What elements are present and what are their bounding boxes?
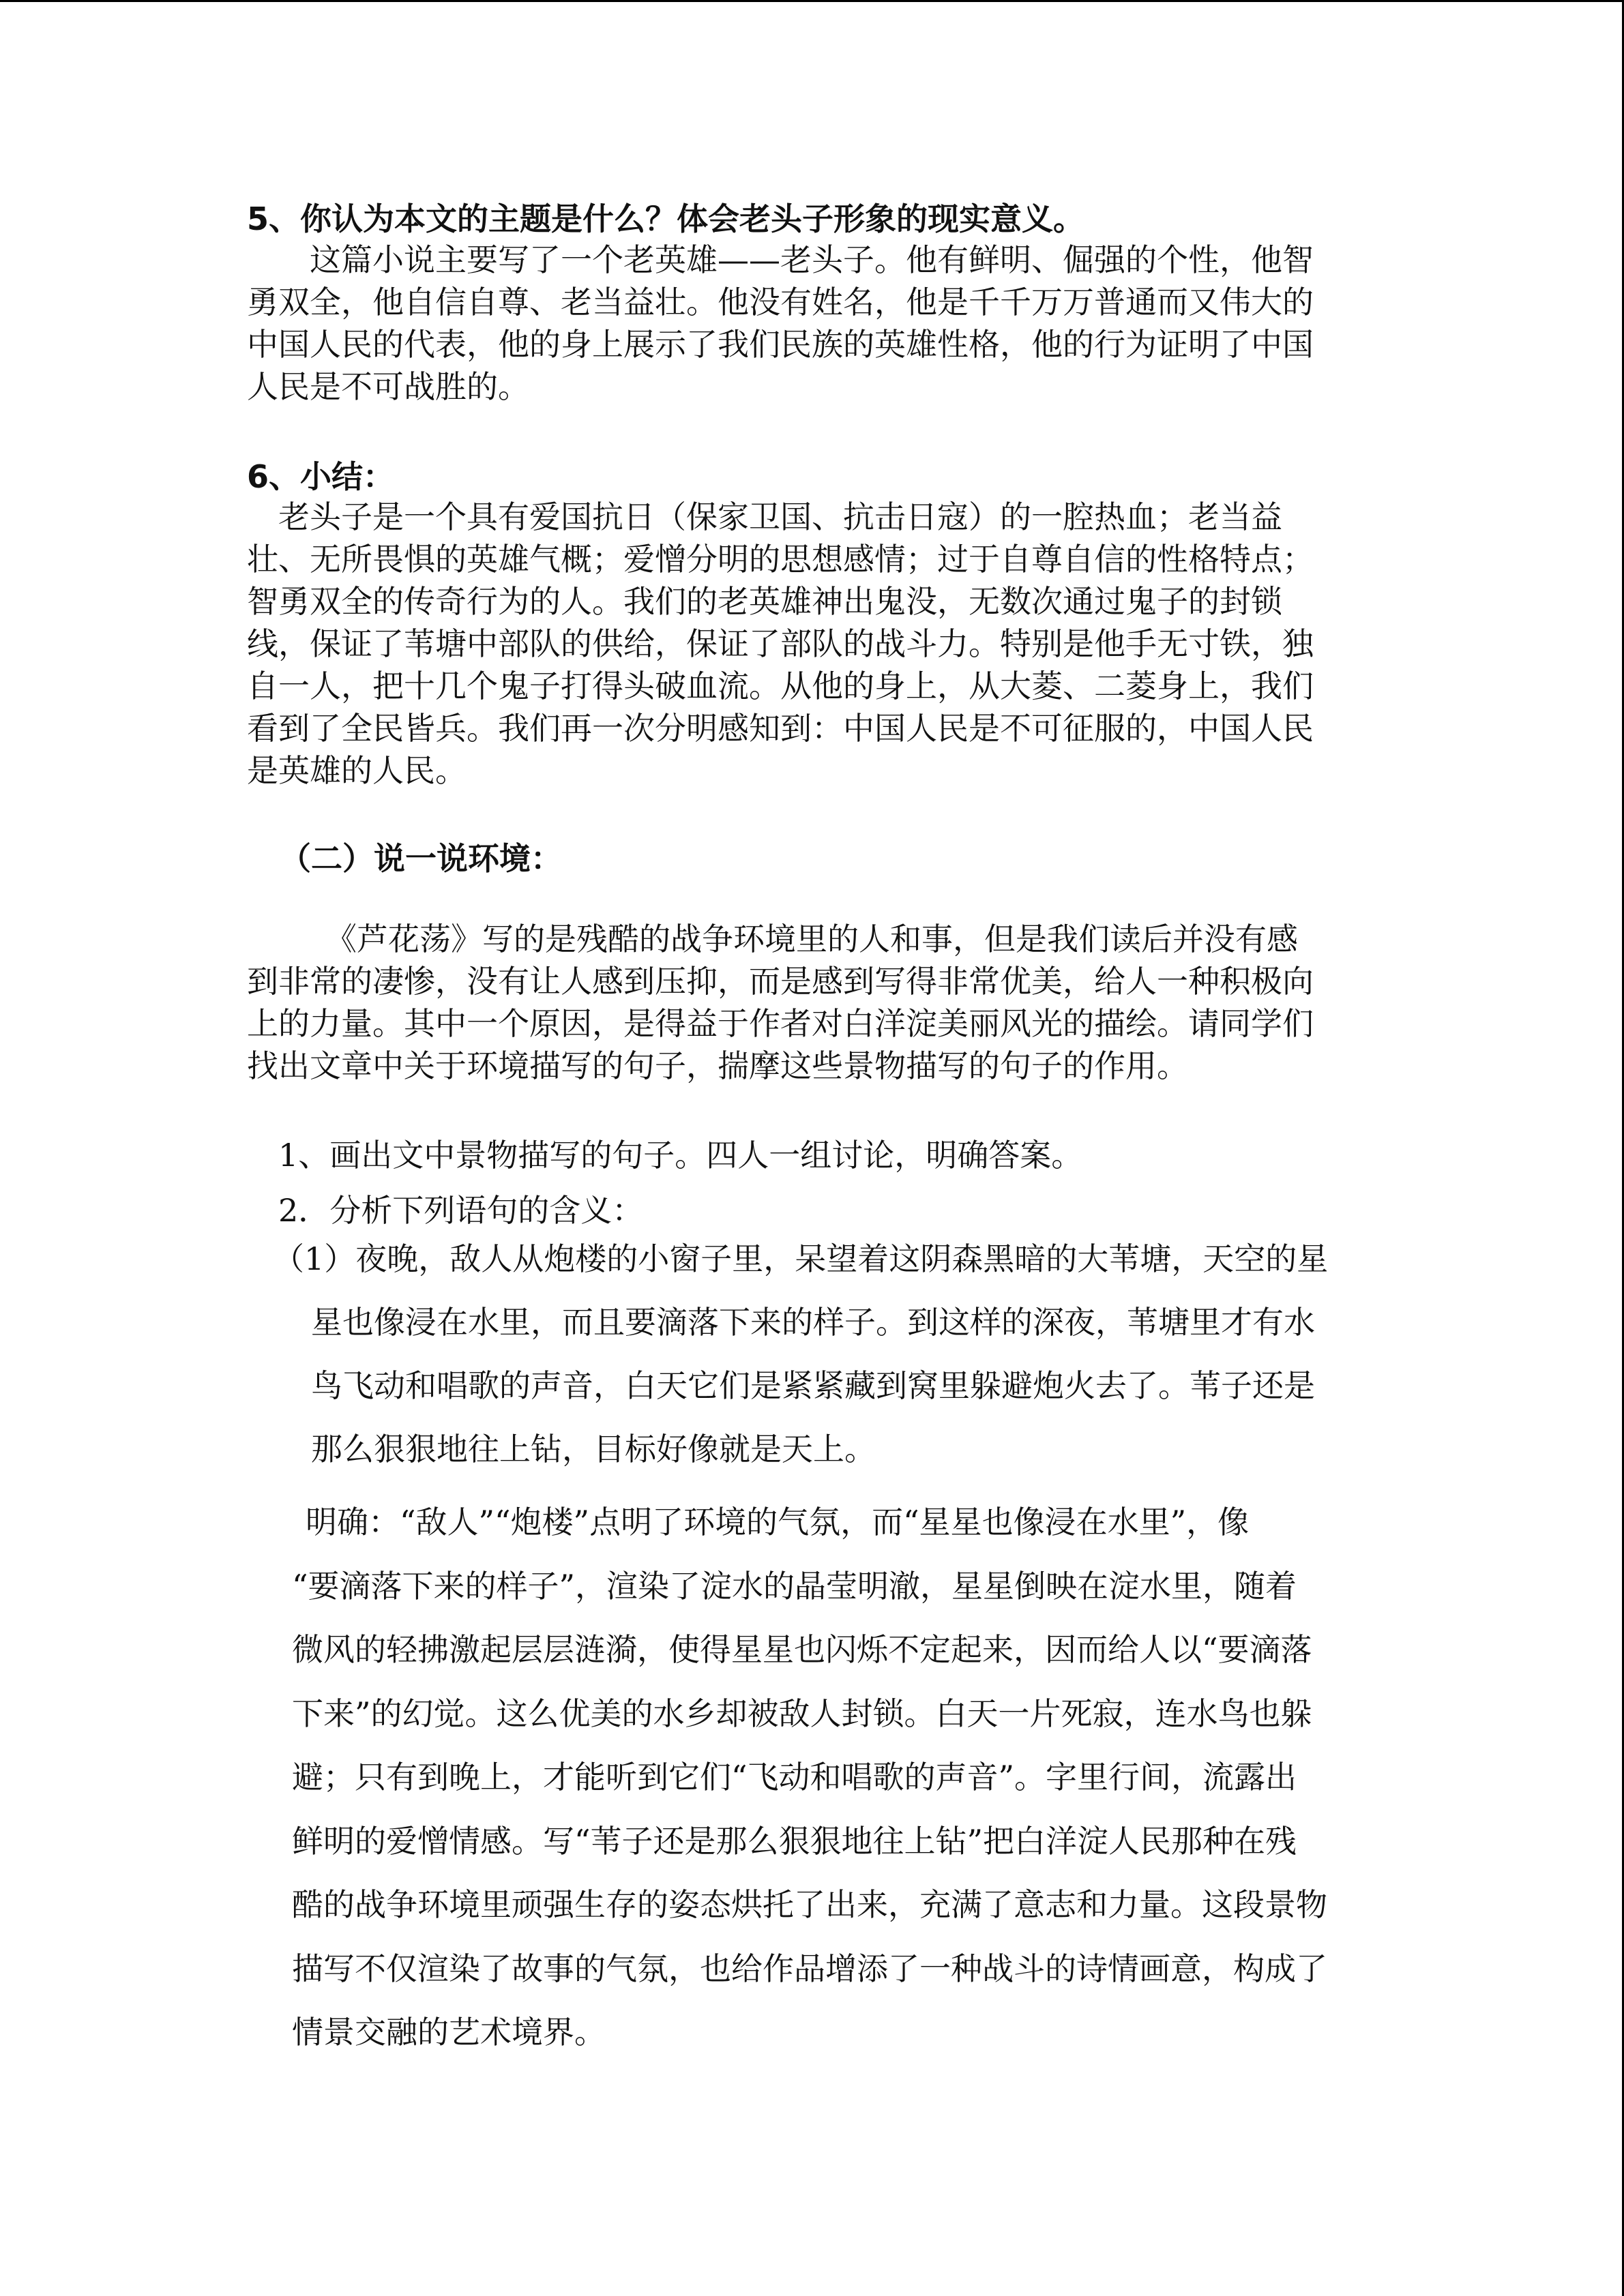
section5-paragraph [247, 239, 1314, 408]
answer-line: 微风的轻拂激起层层涟漪，使得星星也闪烁不定起来，因而给人以“要滴落 [292, 1631, 1312, 1668]
paragraph-line: 看到了全民皆兵。我们再一次分明感知到：中国人民是不可征服的，中国人民 [247, 710, 1314, 747]
quote-line: （1）夜晚，敌人从炮楼的小窗子里，呆望着这阴森黑暗的大苇塘，天空的星 [273, 1240, 1329, 1277]
quote-line: 鸟飞动和唱歌的声音，白天它们是紧紧藏到窝里躲避炮火去了。苇子还是 [311, 1367, 1315, 1404]
task-2: 2．分析下列语句的含义： [278, 1192, 644, 1229]
answer-line: 鲜明的爱憎情感。写“苇子还是那么狠狠地往上钻”把白洋淀人民那种在残 [292, 1822, 1297, 1860]
quote-line: 那么狠狠地往上钻，目标好像就是天上。 [311, 1431, 876, 1467]
answer-line: 酷的战争环境里顽强生存的姿态烘托了出来，充满了意志和力量。这段景物 [292, 1886, 1327, 1923]
quote-1 [273, 1227, 1328, 1481]
section5-heading: 5、你认为本文的主题是什么？体会老头子形象的现实意义。 [247, 200, 1085, 237]
page-top-border [0, 0, 1624, 2]
task-1: 1、画出文中景物描写的句子。四人一组讨论，明确答案。 [278, 1137, 1083, 1174]
paragraph-line: 人民是不可战胜的。 [247, 368, 529, 405]
answer-line: 描写不仅渲染了故事的气氛，也给作品增添了一种战斗的诗情画意，构成了 [292, 1950, 1327, 1987]
paragraph-line: 老头子是一个具有爱国抗日（保家卫国、抗击日寇）的一腔热血；老当益 [247, 498, 1282, 535]
paragraph-line: 是英雄的人民。 [247, 752, 467, 789]
answer-line: 情景交融的艺术境界。 [292, 2014, 606, 2051]
section6-paragraph [247, 496, 1314, 792]
paragraph-line: 线，保证了苇塘中部队的供给，保证了部队的战斗力。特别是他手无寸铁，独 [247, 625, 1314, 662]
answer-1 [292, 1491, 1327, 2065]
answer-line: 下来”的幻觉。这么优美的水乡却被敌人封锁。白天一片死寂，连水鸟也躲 [292, 1695, 1312, 1732]
paragraph-line: 中国人民的代表，他的身上展示了我们民族的英雄性格，他的行为证明了中国 [247, 326, 1314, 363]
answer-line: 避；只有到晚上，才能听到它们“飞动和唱歌的声音”。字里行间，流露出 [292, 1759, 1297, 1795]
paragraph-line: 到非常的凄惨，没有让人感到压抑，而是感到写得非常优美，给人一种积极向 [247, 963, 1314, 1000]
paragraph-line: 智勇双全的传奇行为的人。我们的老英雄神出鬼没，无数次通过鬼子的封锁 [247, 583, 1282, 620]
paragraph-line: 上的力量。其中一个原因，是得益于作者对白洋淀美丽风光的描绘。请同学们 [247, 1005, 1314, 1042]
answer-line: 明确：“敌人”“炮楼”点明了环境的气氛，而“星星也像浸在水里”，像 [306, 1504, 1250, 1540]
paragraph-line: 自一人，把十几个鬼子打得头破血流。从他的身上，从大菱、二菱身上，我们 [247, 668, 1314, 704]
paragraph-line: 勇双全，他自信自尊、老当益壮。他没有姓名，他是千千万万普通而又伟大的 [247, 284, 1314, 320]
paragraph-line: 《芦花荡》写的是残酷的战争环境里的人和事，但是我们读后并没有感 [247, 921, 1298, 957]
paragraph-line: 这篇小说主要写了一个老英雄——老头子。他有鲜明、倔强的个性，他智 [247, 241, 1314, 278]
paragraph-line: 壮、无所畏惧的英雄气概；爱憎分明的思想感情；过于自尊自信的性格特点； [247, 541, 1314, 578]
answer-line: “要滴落下来的样子”，渲染了淀水的晶莹明澈，星星倒映在淀水里，随着 [292, 1567, 1297, 1605]
paragraph-line: 找出文章中关于环境描写的句子，揣摩这些景物描写的句子的作用。 [247, 1047, 1188, 1084]
environment-heading: （二）说一说环境： [280, 840, 562, 877]
environment-intro [247, 918, 1314, 1087]
quote-line: 星也像浸在水里，而且要滴落下来的样子。到这样的深夜，苇塘里才有水 [311, 1304, 1315, 1341]
section6-heading: 6、小结： [247, 458, 395, 495]
